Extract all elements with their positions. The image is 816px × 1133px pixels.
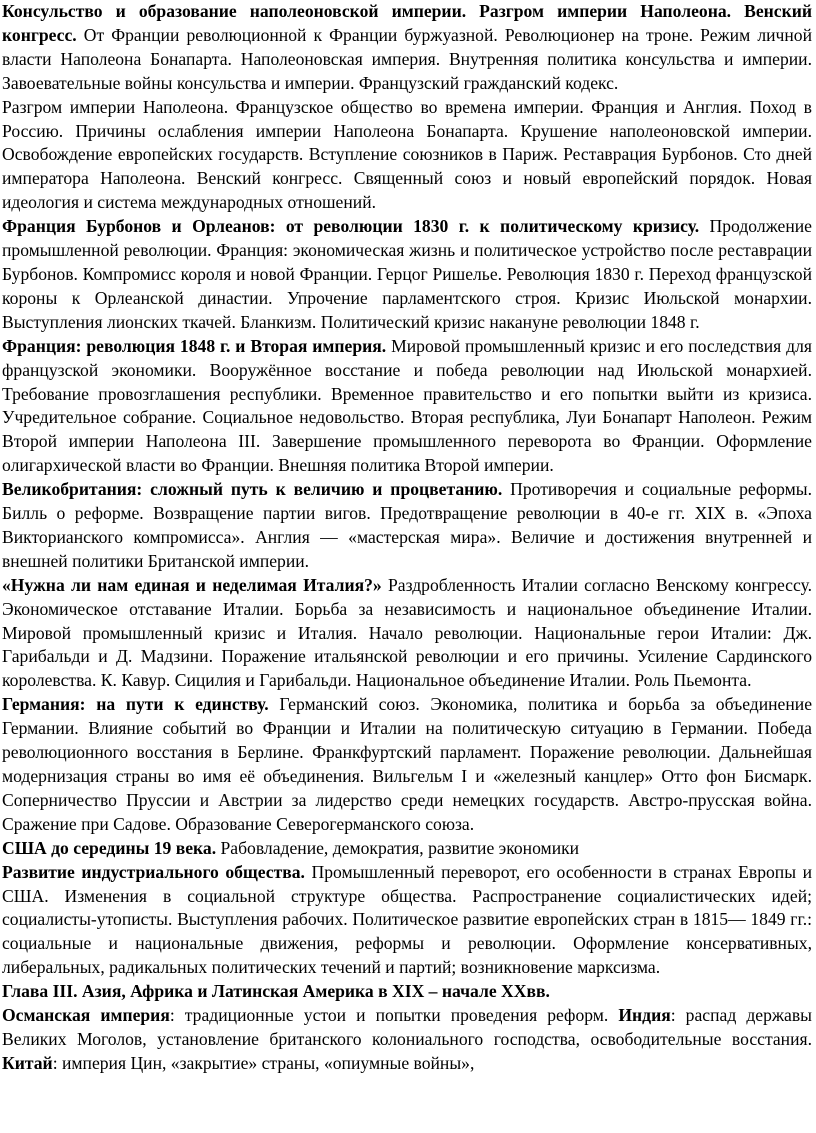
paragraph-asia-africa [2, 1004, 812, 1076]
section-heading: «Нужна ли нам единая и неделимая Италия?» [2, 574, 382, 595]
chapter-title: Глава III. Азия, Африка и Латинская Америка в XIX – начале XXвв. [2, 981, 550, 1002]
paragraph-napoleonic-empire [2, 0, 812, 96]
section-heading: Консульство и образование наполеоновской империи. Разгром империи Наполеона. Венский конгресс. [2, 1, 812, 45]
section-heading: Развитие индустриального общества. [2, 861, 305, 882]
paragraph-text: Противоречия и социальные реформы. Билль о реформе. Возвращение партии вигов. Предотвращение революции в 40-е гг. XIX в. «Эпоха Викторианского компромисса». Англия — «мастерская мира». Величие и достижения внутренней и внешней политики Британской империи. [2, 479, 812, 571]
section-heading: Германия: на пути к единству. [2, 694, 269, 715]
paragraph-text: Германский союз. Экономика, политика и борьба за объединение Германии. Влияние событий во Франции и Италии на политическую ситуацию в Германии. Победа революционного восстания в Берлине. Франкфуртский парламент. Поражение революции. Дальнейшая модернизация страны во имя её объединения. Вильгельм I и «железный канцлер» Отто фон Бисмарк. Соперничество Пруссии и Австрии за лидерство среди немецких государств. Австро-прусская война. Сражение при Садове. Образование Северогерманского союза. [2, 694, 813, 834]
paragraph-france-1848 [2, 335, 812, 478]
paragraph-text: Мировой промышленный кризис и его последствия для французской экономики. Вооружённое восстание и победа революции над Июльской монархией. Требование провозглашения республики. Временное правительство и его попытки выйти из кризиса. Учредительное собрание. Социальное недовольство. Вторая республика, Луи Бонапарт Наполеон. Режим Второй империи Наполеона III. Завершение промышленного переворота во Франции. Оформление олигархической власти во Франции. Внешняя политика Второй империи. [2, 335, 812, 476]
paragraph-text: Раздробленность Италии согласно Венскому конгрессу. Экономическое отставание Италии. Борьба за независимость и национальное объединение Италии. Мировой промышленный кризис и Италия. Начало революции. Национальные герои Италии: Дж. Гарибальди и Д. Мадзини. Поражение итальянской революции и его причины. Усиление Сардинского королевства. К. Кавур. Сицилия и Гарибальди. Национальное объединение Италии. Роль Пьемонта. [2, 574, 813, 691]
paragraph-text: От Франции революционной к Франции буржуазной. Революционер на троне. Режим личной власти Наполеона Бонапарта. Наполеоновская империя. Внутренняя политика консульства и империи. Завоевательные войны консульства и империи. Французский гражданский кодекс. [2, 24, 812, 93]
section-heading: Великобритания: сложный путь к величию и процветанию. [2, 479, 503, 500]
paragraph-text: Рабовладение, демократия, развитие экономики [216, 837, 580, 858]
paragraph-usa [2, 837, 812, 861]
paragraph-text: Разгром империи Наполеона. Французское общество во времена империи. Франция и Англия. Поход в Россию. Причины ослабления империи Наполеона Бонапарта. Крушение наполеоновской империи. Освобождение европейских государств. Вступление союзников в Париж. Реставрация Бурбонов. Сто дней императора Наполеона. Венский конгресс. Священный союз и новый европейский порядок. Новая идеология и система международных отношений. [2, 96, 812, 213]
paragraph-text: : империя Цин, «закрытие» страны, «опиумные войны», [52, 1052, 475, 1073]
paragraph-italy [2, 574, 812, 694]
section-heading: Франция Бурбонов и Орлеанов: от революции 1830 г. к политическому кризису. [2, 216, 700, 237]
paragraph-great-britain [2, 478, 812, 574]
paragraph-text: : распад державы Великих Моголов, установление британского колониального господства, освободительные восстания. [2, 1005, 812, 1049]
paragraph-text: : традиционные устои и попытки проведения реформ. [169, 1005, 619, 1026]
paragraph-text: Продолжение промышленной революции. Франция: экономическая жизнь и политическое устройство после реставрации Бурбонов. Компромисс короля и новой Франции. Герцог Ришелье. Революция 1830 г. Переход французской короны к Орлеанской династии. Упрочение парламентского строя. Кризис Июльской монархии. Выступления лионских ткачей. Бланкизм. Политический кризис накануне революции 1848 г. [2, 216, 812, 332]
paragraph-industrial-society [2, 861, 812, 981]
paragraph-text: Промышленный переворот, его особенности в странах Европы и США. Изменения в социальной структуре общества. Распространение социалистических идей; социалисты-утописты. Выступления рабочих. Политическое развитие европейских стран в 1815— 1849 гг.: социальные и национальные движения, реформы и революции. Оформление консервативных, либеральных, радикальных политических течений и партий; возникновение марксизма. [2, 861, 812, 978]
paragraph-germany [2, 693, 812, 836]
paragraph-bourbons-orleans [2, 215, 812, 335]
section-heading: Франция: революция 1848 г. и Вторая империя. [2, 335, 387, 356]
term-china: Китай [2, 1052, 53, 1073]
term-ottoman-empire: Османская империя [2, 1005, 170, 1026]
section-heading: США до середины 19 века. [2, 837, 217, 858]
paragraph-napoleon-defeat [2, 96, 812, 216]
term-india: Индия [618, 1005, 671, 1026]
chapter-heading [2, 980, 812, 1004]
